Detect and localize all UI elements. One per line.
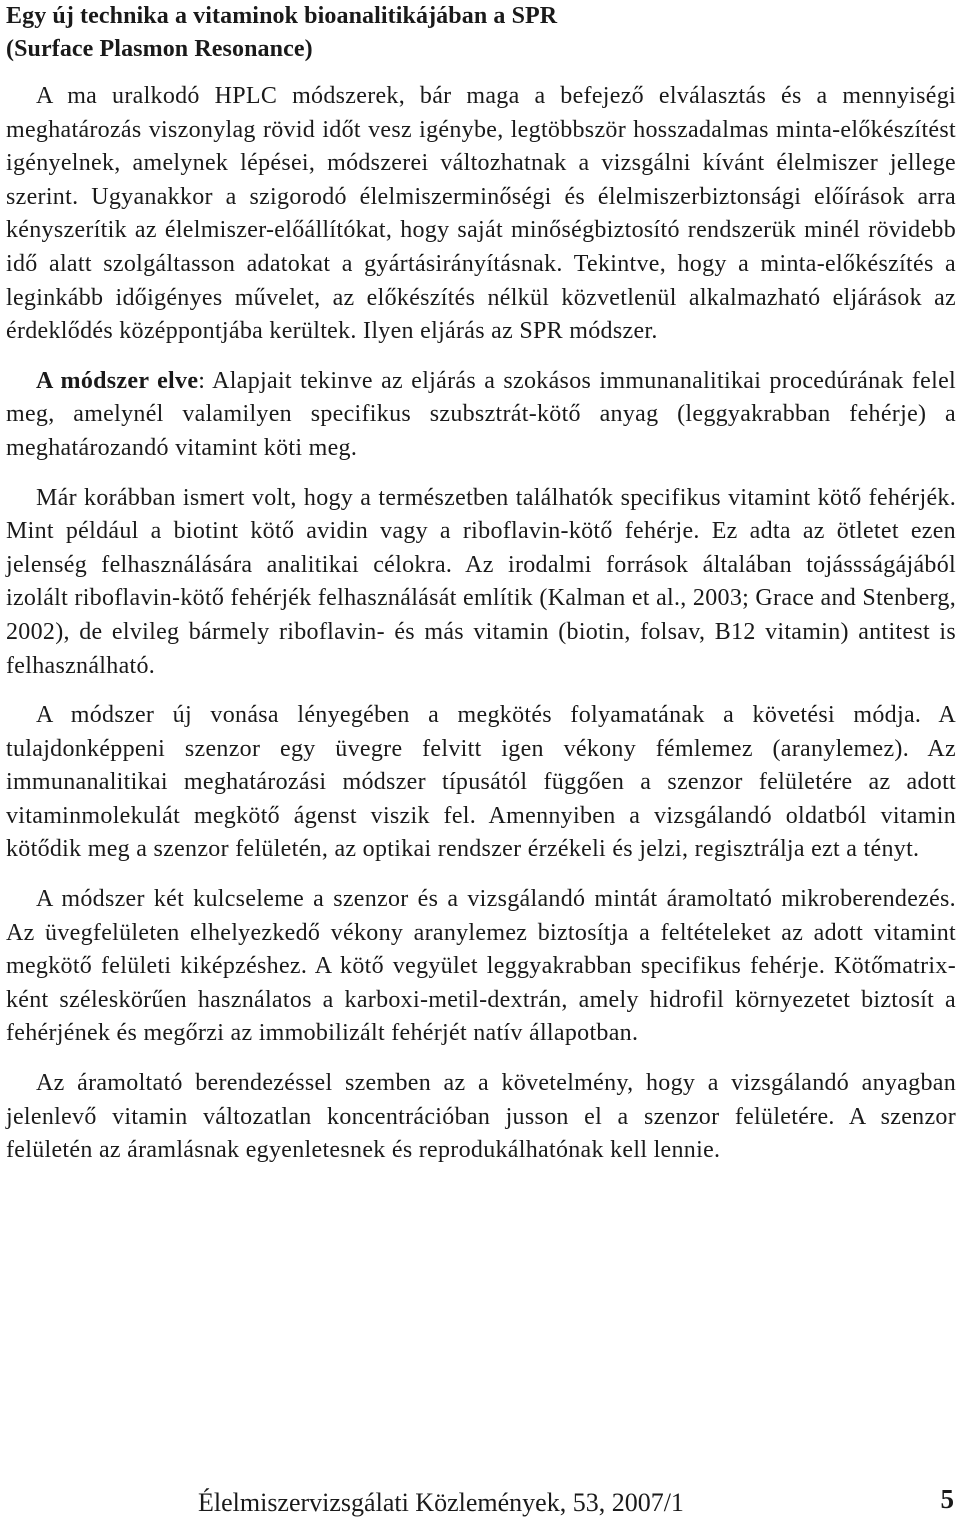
journal-reference: Élelmiszervizsgálati Közlemények, 53, 2007/1 [198,1488,684,1517]
article-body [6,0,956,1168]
page-footer [0,1484,960,1522]
paragraph-text: A ma uralkodó HPLC módszerek, bár maga a befejező elválasztás és a mennyiségi meghatározás viszonylag rövid időt vesz igénybe, legtöbbször hosszadalmas minta-előkészítést igényelnek, amelynek lépései, módszerei változhatnak a vizsgálni kívánt élelmiszer jellege szerint. Ugyanakkor a szigorodó élelmiszerminőségi és élelmiszerbiztonsági előírások arra kényszerítik az élelmiszer-előállítókat, hogy saját minőségbiztosító rendszerük minél rövidebb idő alatt szolgáltasson adatokat a gyártásirányításnak. Tekintve, hogy a minta-előkészítés a leginkább időigényes művelet, az előkészítés nélkül közvetlenül alkalmazható eljárások az érdeklődés középpontjába kerültek. Ilyen eljárás az SPR módszer. [6,83,956,345]
paragraph-lead: A módszer elve [36,367,199,394]
paragraph-flow-device [6,1067,956,1168]
paragraph-binding-proteins [6,482,956,684]
paragraph-text: Már korábban ismert volt, hogy a természetben találhatók specifikus vitamint kötő fehérjék. Mint például a biotint kötő avidin vagy a riboflavin-kötő fehérje. Ez adta az ötletet ezen jelenség felhasználására analitikai célokra. Az irodalmi források általában tojássságájából izolált riboflavin-kötő fehérjék felhasználását említik (Kalman et al., 2003; Grace and Stenberg, 2002), de elvileg bármely riboflavin- és más vitamin (biotin, folsav, B12 vitamin) antitest is felhasználható. [6,484,956,679]
article-title [6,0,956,66]
paragraph-intro [6,80,956,349]
title-line-1: Egy új technika a vitaminok bioanalitikájában a SPR [6,3,558,29]
title-line-2: (Surface Plasmon Resonance) [6,36,313,62]
page-number: 5 [940,1484,954,1514]
paragraph-principle [6,365,956,466]
paragraph-text: A módszer két kulcseleme a szenzor és a vizsgálandó mintát áramoltató mikroberendezés. Az üvegfelületen elhelyezkedő vékony aranylemez biztosítja a feltételeket az adott vitamint megkötő felületi kiképzéshez. A kötő vegyület leggyakrabban specifikus fehérje. Kötőmatrix-ként széleskörűen használatos a karboxi-metil-dextrán, amely hidrofil környezetet biztosít a fehérjének és megőrzi az immobilizált fehérjét natív állapotban. [6,886,956,1047]
paragraph-text: : Alapjait tekinve az eljárás a szokásos immunanalitikai procedúrának felel meg, amelynél valamilyen specifikus szubsztrát-kötő anyag (leggyakrabban fehérje) a meghatározandó vitamint köti meg. [6,367,956,461]
paragraph-novelty [6,699,956,867]
paragraph-text: A módszer új vonása lényegében a megkötés folyamatának a követési módja. A tulajdonképpeni szenzor egy üvegre felvitt igen vékony fémlemez (aranylemez). Az immunanalitikai meghatározási módszer típusától függően a szenzor felületére az adott vitaminmolekulát megkötő ágenst viszik fel. Amennyiben a vizsgálandó oldatból vitamin kötődik meg a szenzor felületén, az optikai rendszer érzékeli és jelzi, regisztrálja ezt a tényt. [6,702,956,863]
paragraph-text: Az áramoltató berendezéssel szemben az a követelmény, hogy a vizsgálandó anyagban jelenlevő vitamin változatlan koncentrációban jusson el a szenzor felületére. A szenzor felületén az áramlásnak egyenletesnek és reprodukálhatónak kell lennie. [6,1070,956,1164]
paragraph-key-elements [6,883,956,1051]
